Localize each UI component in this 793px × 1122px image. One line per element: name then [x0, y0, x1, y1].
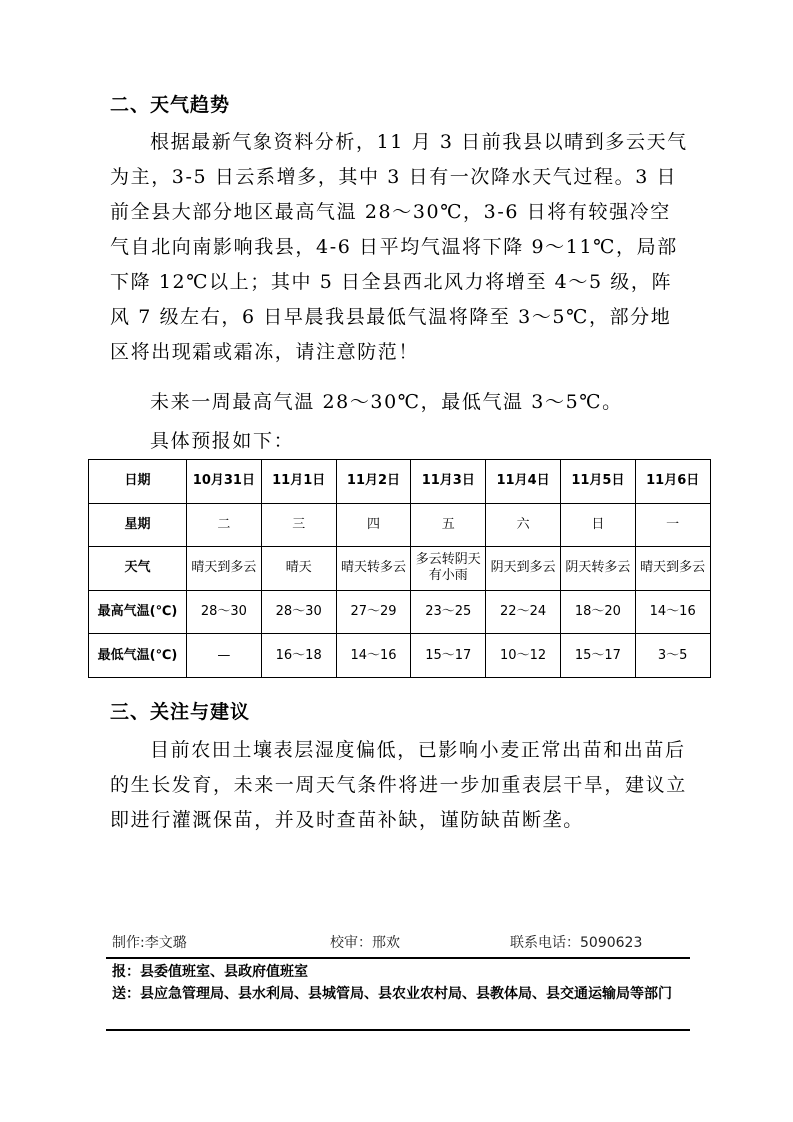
high-temp-cell: 28～30	[187, 590, 262, 634]
weekday-cell: 二	[187, 503, 262, 547]
weekday-cell: 四	[336, 503, 411, 547]
date-cell: 11月2日	[336, 460, 411, 504]
low-temp-cell: 14～16	[336, 634, 411, 678]
weather-cell: 晴天转多云	[336, 547, 411, 591]
row-label-high-temp: 最高气温(℃)	[89, 590, 187, 634]
footer-divider-top	[106, 957, 690, 959]
low-temp-cell: 10～12	[486, 634, 561, 678]
weekly-temperature-summary: 未来一周最高气温 28～30℃，最低气温 3～5℃。	[150, 391, 623, 413]
send-to-line: 送：县应急管理局、县水利局、县城管局、县农业农村局、县教体局、县交通运输局等部门	[112, 986, 672, 1002]
footer-divider-bottom	[106, 1029, 690, 1031]
forecast-intro: 具体预报如下：	[150, 430, 295, 452]
forecast-table	[88, 459, 711, 678]
weather-cell: 晴天到多云	[635, 547, 710, 591]
weather-cell: 晴天	[261, 547, 336, 591]
weekday-cell: 一	[635, 503, 710, 547]
weather-cell: 阴天到多云	[486, 547, 561, 591]
table-row	[89, 503, 711, 547]
table-row	[89, 590, 711, 634]
low-temp-cell: 15～17	[560, 634, 635, 678]
date-cell: 11月3日	[411, 460, 486, 504]
table-row	[89, 547, 711, 591]
weather-cell: 阴天转多云	[560, 547, 635, 591]
low-temp-cell: 3～5	[635, 634, 710, 678]
weekday-cell: 六	[486, 503, 561, 547]
date-cell: 10月31日	[187, 460, 262, 504]
date-cell: 11月6日	[635, 460, 710, 504]
date-cell: 11月5日	[560, 460, 635, 504]
weekday-cell: 三	[261, 503, 336, 547]
high-temp-cell: 22～24	[486, 590, 561, 634]
section-heading-weather-trend: 二、天气趋势	[110, 94, 231, 116]
high-temp-cell: 27～29	[336, 590, 411, 634]
row-label-weekday: 星期	[89, 503, 187, 547]
weekday-cell: 五	[411, 503, 486, 547]
date-cell: 11月4日	[486, 460, 561, 504]
date-cell: 11月1日	[261, 460, 336, 504]
reviewer-credit: 校审：邢欢	[330, 935, 400, 951]
high-temp-cell: 18～20	[560, 590, 635, 634]
table-row	[89, 460, 711, 504]
low-temp-cell: —	[187, 634, 262, 678]
weather-trend-paragraph: 根据最新气象资料分析，11 月 3 日前我县以晴到多云天气为主，3-5 日云系增多，其中 3 日有一次降水天气过程。3 日前全县大部分地区最高气温 28～30℃，3-6 日将有较强冷空气自北向南影响我县，4-6 日平均气温将下降 9～11℃，局部下降 12℃以上；其中 5 日全县西北风力将增至 4～5 级，阵风 7 级左右，6 日早晨我县最低气温将降至 3～5℃，部分地区将出现霜或霜冻，请注意防范！	[110, 131, 688, 363]
weekday-cell: 日	[560, 503, 635, 547]
section-heading-advice: 三、关注与建议	[110, 701, 251, 723]
row-label-date: 日期	[89, 460, 187, 504]
contact-phone: 联系电话：5090623	[510, 935, 643, 951]
low-temp-cell: 15～17	[411, 634, 486, 678]
advice-paragraph: 目前农田土壤表层湿度偏低，已影响小麦正常出苗和出苗后的生长发育，未来一周天气条件将进一步加重表层干旱，建议立即进行灌溉保苗，并及时查苗补缺，谨防缺苗断垄。	[110, 739, 687, 831]
row-label-low-temp: 最低气温(℃)	[89, 634, 187, 678]
row-label-weather: 天气	[89, 547, 187, 591]
table-row	[89, 634, 711, 678]
high-temp-cell: 14～16	[635, 590, 710, 634]
weather-cell: 晴天到多云	[187, 547, 262, 591]
low-temp-cell: 16～18	[261, 634, 336, 678]
author-credit: 制作:李文璐	[112, 935, 187, 951]
high-temp-cell: 28～30	[261, 590, 336, 634]
report-to-line: 报：县委值班室、县政府值班室	[112, 964, 308, 980]
weather-cell: 多云转阴天有小雨	[411, 547, 486, 591]
high-temp-cell: 23～25	[411, 590, 486, 634]
